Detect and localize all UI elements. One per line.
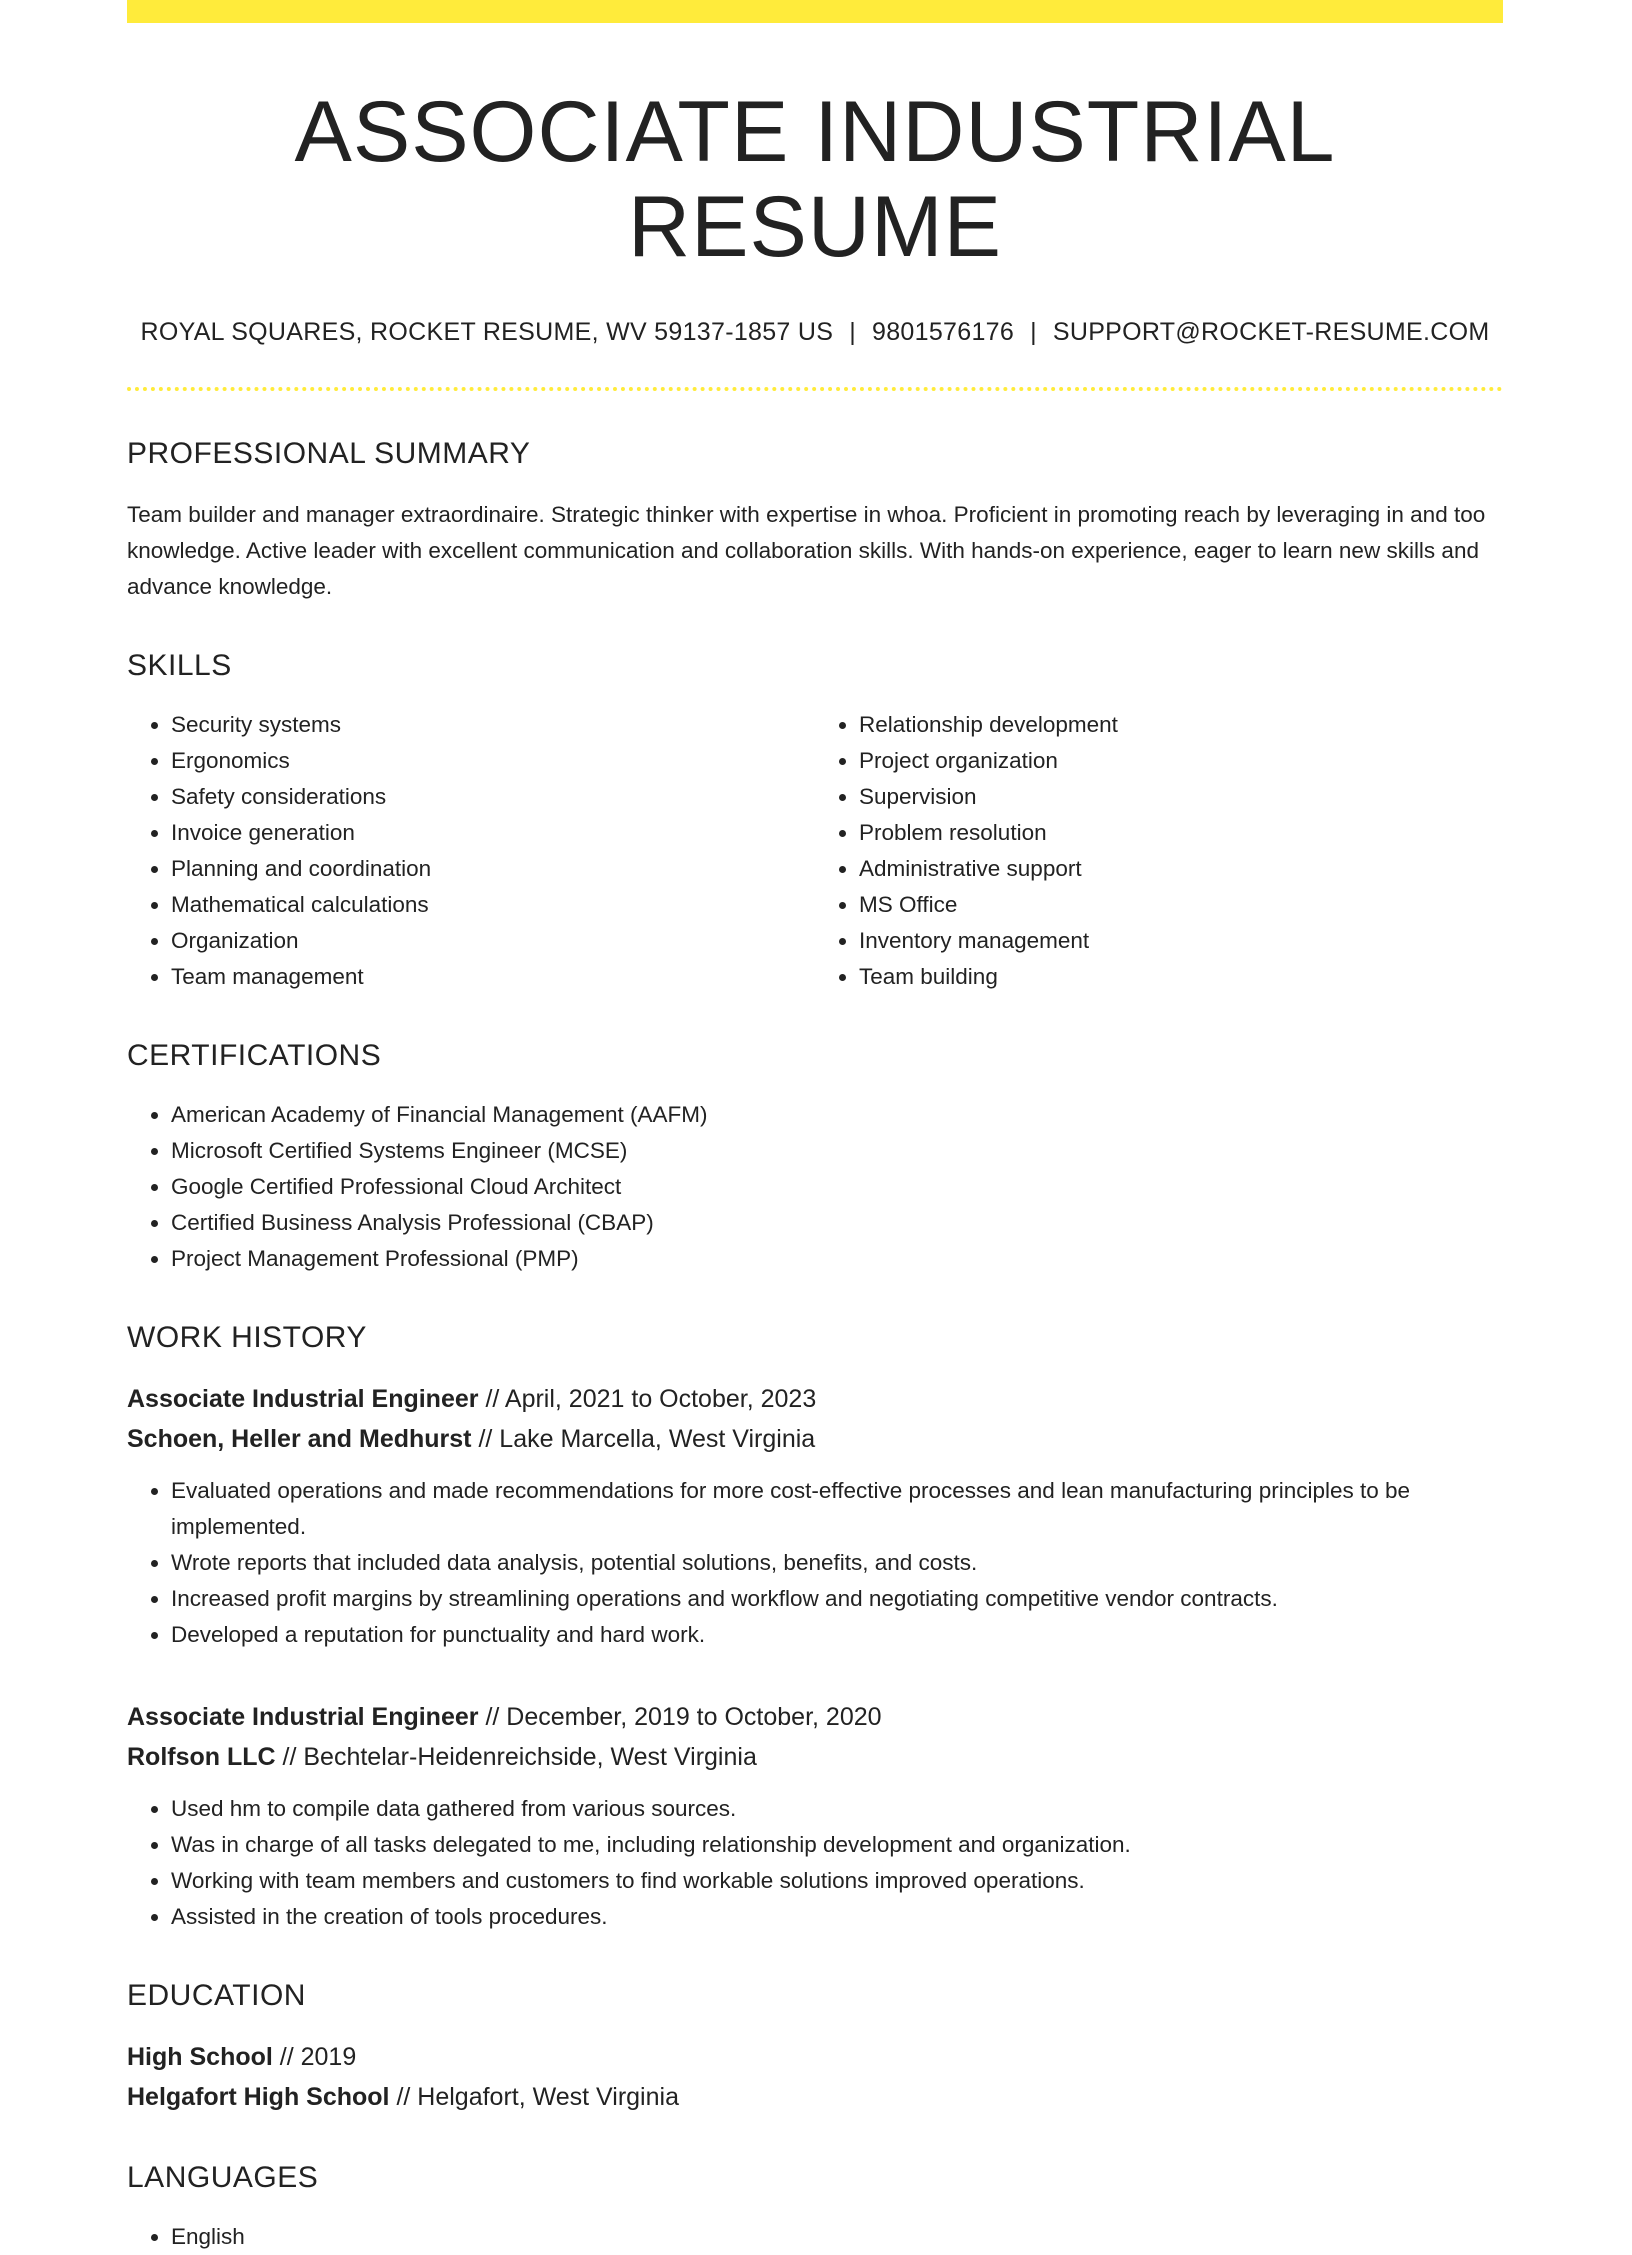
- job-bullets: [127, 1473, 1503, 1653]
- skill-item: • Mathematical calculations: [171, 887, 815, 923]
- skills-heading: SKILLS: [127, 649, 232, 683]
- job-company-line: [127, 1419, 1503, 1459]
- skill-item: • Planning and coordination: [171, 851, 815, 887]
- job-role: Associate Industrial Engineer: [127, 1385, 479, 1414]
- job-role: Associate Industrial Engineer: [127, 1703, 479, 1732]
- certification-item: • Google Certified Professional Cloud Architect: [171, 1169, 1503, 1205]
- job-bullet: • Was in charge of all tasks delegated to me, including relationship development and organization.: [171, 1827, 1503, 1863]
- job-bullet: • Assisted in the creation of tools procedures.: [171, 1899, 1503, 1935]
- dotted-divider: [127, 387, 1503, 391]
- skills-section: [127, 649, 1503, 995]
- contact-email: SUPPORT@ROCKET-RESUME.COM: [1052, 318, 1490, 347]
- skills-list-left: [127, 707, 815, 995]
- job-location: // Bechtelar-Heidenreichside, West Virginia: [275, 1743, 757, 1772]
- job-title-line: [127, 1379, 1503, 1419]
- skill-item: • Ergonomics: [171, 743, 815, 779]
- skill-item: • Team building: [859, 959, 1503, 995]
- skill-item: • Problem resolution: [859, 815, 1503, 851]
- skill-item: • Administrative support: [859, 851, 1503, 887]
- job-bullet: • Increased profit margins by streamlining operations and workflow and negotiating competitive vendor contracts.: [171, 1581, 1503, 1617]
- education-school-line: [127, 2077, 1503, 2117]
- skill-item: • Supervision: [859, 779, 1503, 815]
- skills-list-right: [815, 707, 1503, 995]
- education-location: // Helgafort, West Virginia: [389, 2083, 679, 2112]
- contact-separator: |: [849, 318, 857, 347]
- certifications-heading: CERTIFICATIONS: [127, 1039, 382, 1073]
- education-entry: [127, 2037, 1503, 2117]
- contact-line: [127, 318, 1503, 347]
- job-bullet: • Evaluated operations and made recommendations for more cost-effective processes and lean manufacturing principles to be implemented.: [171, 1473, 1503, 1545]
- job-title-line: [127, 1697, 1503, 1737]
- certification-item: • American Academy of Financial Management (AAFM): [171, 1097, 1503, 1133]
- languages-section: [127, 2161, 1503, 2255]
- contact-phone: 9801576176: [872, 318, 1015, 347]
- certification-item: • Project Management Professional (PMP): [171, 1241, 1503, 1277]
- job-bullet: • Wrote reports that included data analysis, potential solutions, benefits, and costs.: [171, 1545, 1503, 1581]
- skill-item: • Security systems: [171, 707, 815, 743]
- skill-item: • Inventory management: [859, 923, 1503, 959]
- language-item: • English: [171, 2219, 1503, 2255]
- job-bullet: • Developed a reputation for punctuality and hard work.: [171, 1617, 1503, 1653]
- summary-heading: PROFESSIONAL SUMMARY: [127, 437, 531, 471]
- resume-page: [127, 0, 1503, 2255]
- job-dates: // April, 2021 to October, 2023: [478, 1385, 817, 1414]
- accent-top-bar: [127, 0, 1503, 23]
- certification-item: • Certified Business Analysis Professional (CBAP): [171, 1205, 1503, 1241]
- skill-item: • Safety considerations: [171, 779, 815, 815]
- job-company-line: [127, 1737, 1503, 1777]
- languages-list: [127, 2219, 1503, 2255]
- certifications-section: [127, 1039, 1503, 1277]
- job-bullets: [127, 1791, 1503, 1935]
- job-bullet: • Used hm to compile data gathered from various sources.: [171, 1791, 1503, 1827]
- skill-item: • Project organization: [859, 743, 1503, 779]
- job-location: // Lake Marcella, West Virginia: [471, 1425, 816, 1454]
- languages-heading: LANGUAGES: [127, 2161, 319, 2195]
- job-entry: [127, 1697, 1503, 1935]
- skill-item: • Relationship development: [859, 707, 1503, 743]
- education-degree-line: [127, 2037, 1503, 2077]
- resume-title: ASSOCIATE INDUSTRIAL RESUME: [294, 84, 1336, 275]
- skill-item: • Organization: [171, 923, 815, 959]
- job-company: Rolfson LLC: [127, 1743, 276, 1772]
- skill-item: • MS Office: [859, 887, 1503, 923]
- contact-address: ROYAL SQUARES, ROCKET RESUME, WV 59137-1857 US: [140, 318, 834, 347]
- education-section: [127, 1979, 1503, 2117]
- skill-item: • Invoice generation: [171, 815, 815, 851]
- work-history-heading: WORK HISTORY: [127, 1321, 367, 1355]
- education-heading: EDUCATION: [127, 1979, 306, 2013]
- education-year: // 2019: [272, 2043, 357, 2072]
- job-dates: // December, 2019 to October, 2020: [478, 1703, 882, 1732]
- summary-section: [127, 437, 1503, 605]
- skills-grid: [127, 707, 1503, 995]
- certifications-list: [127, 1097, 1503, 1277]
- education-degree: High School: [127, 2043, 273, 2072]
- work-history-section: [127, 1321, 1503, 1935]
- education-school: Helgafort High School: [127, 2083, 390, 2112]
- job-company: Schoen, Heller and Medhurst: [127, 1425, 472, 1454]
- contact-separator: |: [1030, 318, 1037, 347]
- job-bullet: • Working with team members and customers to find workable solutions improved operations.: [171, 1863, 1503, 1899]
- summary-text: Team builder and manager extraordinaire. Strategic thinker with expertise in whoa. Proficient in promoting reach by leveraging in and too knowledge. Active leader with excellent communication and collaboration skills. With hands-on experience, eager to learn new skills and advance knowledge.: [127, 502, 1486, 600]
- job-entry: [127, 1379, 1503, 1653]
- certification-item: • Microsoft Certified Systems Engineer (MCSE): [171, 1133, 1503, 1169]
- skill-item: • Team management: [171, 959, 815, 995]
